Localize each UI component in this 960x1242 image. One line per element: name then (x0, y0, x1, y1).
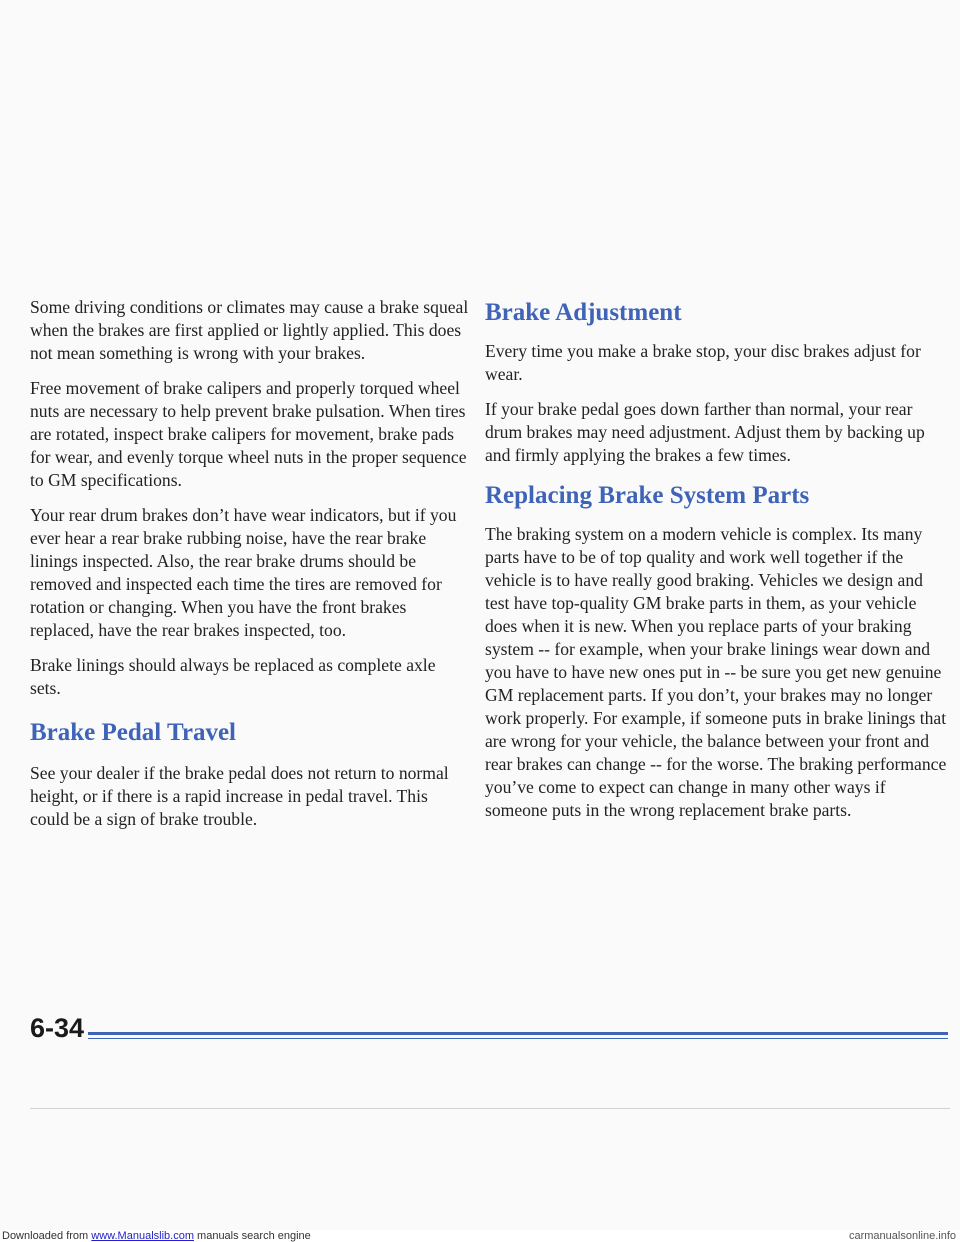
download-credit (2, 1230, 311, 1242)
download-bar (0, 1230, 960, 1242)
manualslib-link[interactable]: www.Manualslib.com (91, 1230, 194, 1242)
paragraph-disc-adjust: Every time you make a brake stop, your disc brakes adjust for wear. (485, 341, 921, 384)
footer-rule-thick (88, 1032, 948, 1035)
paragraph-rear-drum: Your rear drum brakes don’t have wear indicators, but if you ever hear a rear brake rubbing noise, have the rear brake linings inspected. Also, the rear brake drums should be removed and inspected each time the tires are removed for rotation or changing. When you have the front brakes replaced, have the rear brakes inspected, too. (30, 505, 457, 640)
paragraph-brake-squeal: Some driving conditions or climates may cause a brake squeal when the brakes are first applied or lightly applied. This does not mean something is wrong with your brakes. (30, 297, 469, 363)
heading-brake-adjustment: Brake Adjustment (485, 299, 682, 326)
paragraph-pedal-travel: See your dealer if the brake pedal does not return to normal height, or if there is a rapid increase in pedal travel. This could be a sign of brake trouble. (30, 763, 449, 829)
paragraph-axle-sets: Brake linings should always be replaced as complete axle sets. (30, 655, 436, 698)
paragraph-drum-adjust: If your brake pedal goes down farther than normal, your rear drum brakes may need adjustment. Adjust them by backing up and firmly applying the brakes a few times. (485, 399, 925, 465)
page-footer (30, 1012, 948, 1062)
heading-brake-pedal-travel: Brake Pedal Travel (30, 719, 236, 746)
scan-artifact-line (30, 1108, 950, 1109)
right-column (485, 298, 947, 834)
left-column (30, 296, 470, 843)
footer-rule-thin (88, 1038, 948, 1039)
paragraph-replacing-parts: The braking system on a modern vehicle is complex. Its many parts have to be of top quality and work well together if the vehicle is to have really good braking. Vehicles we design and test have top-quality GM brake parts in them, as your vehicle does when it is new. When you replace parts of your braking system -- for example, when your brake linings wear down and you have to have new ones put in -- be sure you get new genuine GM replacement parts. If you don’t, your brakes may no longer work properly. For example, if someone puts in brake linings that are wrong for your vehicle, the balance between your front and rear brakes can change -- for the worse. The braking performance you’ve come to expect can change in many other ways if someone puts in the wrong replacement brake parts. (485, 524, 947, 820)
watermark-text: carmanualsonline.info (848, 1230, 956, 1242)
download-suffix: manuals search engine (193, 1230, 311, 1242)
heading-replacing-parts: Replacing Brake System Parts (485, 482, 810, 509)
page-number: 6-34 (30, 1013, 85, 1043)
paragraph-calipers: Free movement of brake calipers and properly torqued wheel nuts are necessary to help prevent brake pulsation. When tires are rotated, inspect brake calipers for movement, brake pads for wear, and evenly torque wheel nuts in the proper sequence to GM specifications. (30, 378, 467, 490)
download-prefix: Downloaded from (2, 1230, 92, 1242)
